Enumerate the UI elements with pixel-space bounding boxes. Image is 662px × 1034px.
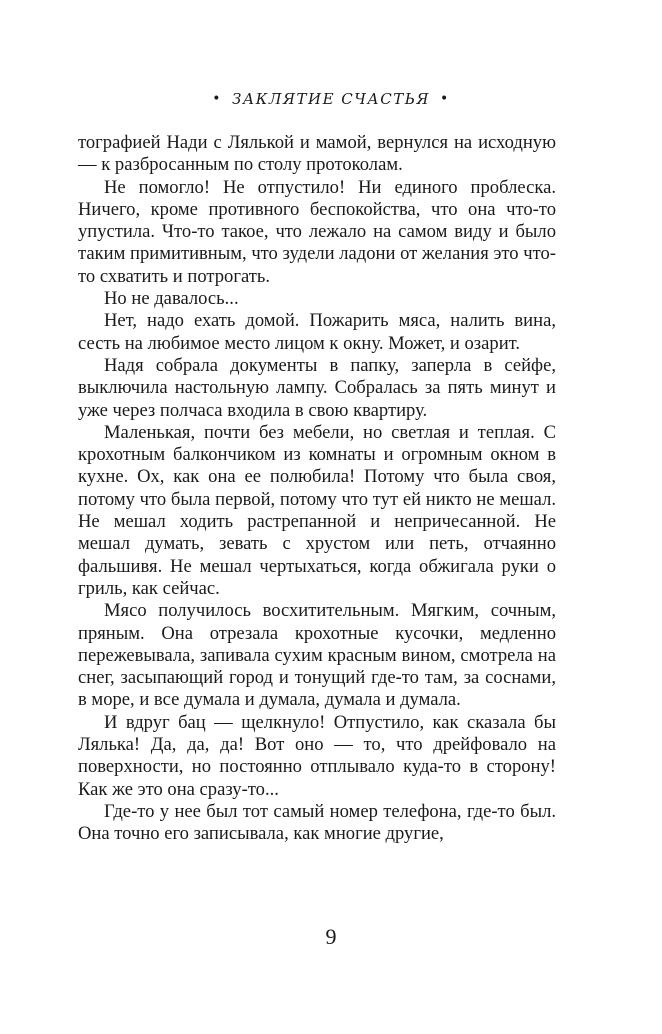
body-text bbox=[78, 132, 556, 846]
paragraph: тографией Нади с Лялькой и мамой, вернулся на исходную — к разбросанным по столу протоколам. bbox=[78, 132, 556, 176]
paragraph: Маленькая, почти без мебели, но светлая и теплая. С крохотным балкончиком из комнаты и огромным окном в кухне. Ох, как она ее полюбила! Потому что была своя, потому что была первой, потому что тут ей никто не мешал. Не мешал ходить растрепанной и непричесанной. Не мешал думать, зевать с хрустом или петь, отчаянно фальшивя. Не мешал чертыхаться, когда обжигала руки о гриль, как сейчас. bbox=[78, 421, 556, 599]
paragraph: И вдруг бац — щелкнуло! Отпустило, как сказала бы Лялька! Да, да, да! Вот оно — то, что дрейфовало на поверхности, но постоянно отплывало куда-то в сторону! Как же это она сразу-то... bbox=[78, 711, 556, 800]
running-head bbox=[0, 90, 662, 108]
page-number: 9 bbox=[325, 924, 337, 949]
paragraph: Где-то у нее был тот самый номер телефона, где-то был. Она точно его записывала, как многие другие, bbox=[78, 800, 556, 845]
paragraph: Нет, надо ехать домой. Пожарить мяса, налить вина, сесть на любимое место лицом к окну. Может, и озарит. bbox=[78, 310, 556, 354]
paragraph: Мясо получилось восхитительным. Мягким, сочным, пряным. Она отрезала крохотные кусочки, медленно пережевывала, запивала сухим красным вином, смотрела на снег, засыпающий город и тонущий где-то там, за соснами, в море, и все думала и думала, думала и думала. bbox=[78, 600, 556, 711]
header-bullet-right: • bbox=[439, 91, 450, 107]
paragraph: Надя собрала документы в папку, заперла в сейфе, выключила настольную лампу. Собралась за пять минут и уже через полчаса входила в свою квартиру. bbox=[78, 354, 556, 421]
paragraph: Но не давалось... bbox=[104, 288, 239, 310]
running-head-title: ЗАКЛЯТИЕ СЧАСТЬЯ bbox=[232, 90, 430, 108]
header-bullet-left: • bbox=[212, 91, 223, 107]
paragraph: Не помогло! Не отпустило! Ни единого проблеска. Ничего, кроме противного беспокойства, что она что-то упустила. Что-то такое, что лежало на самом виду и было таким примитивным, что зудели ладони от желания это что-то схватить и потрогать. bbox=[78, 176, 556, 287]
